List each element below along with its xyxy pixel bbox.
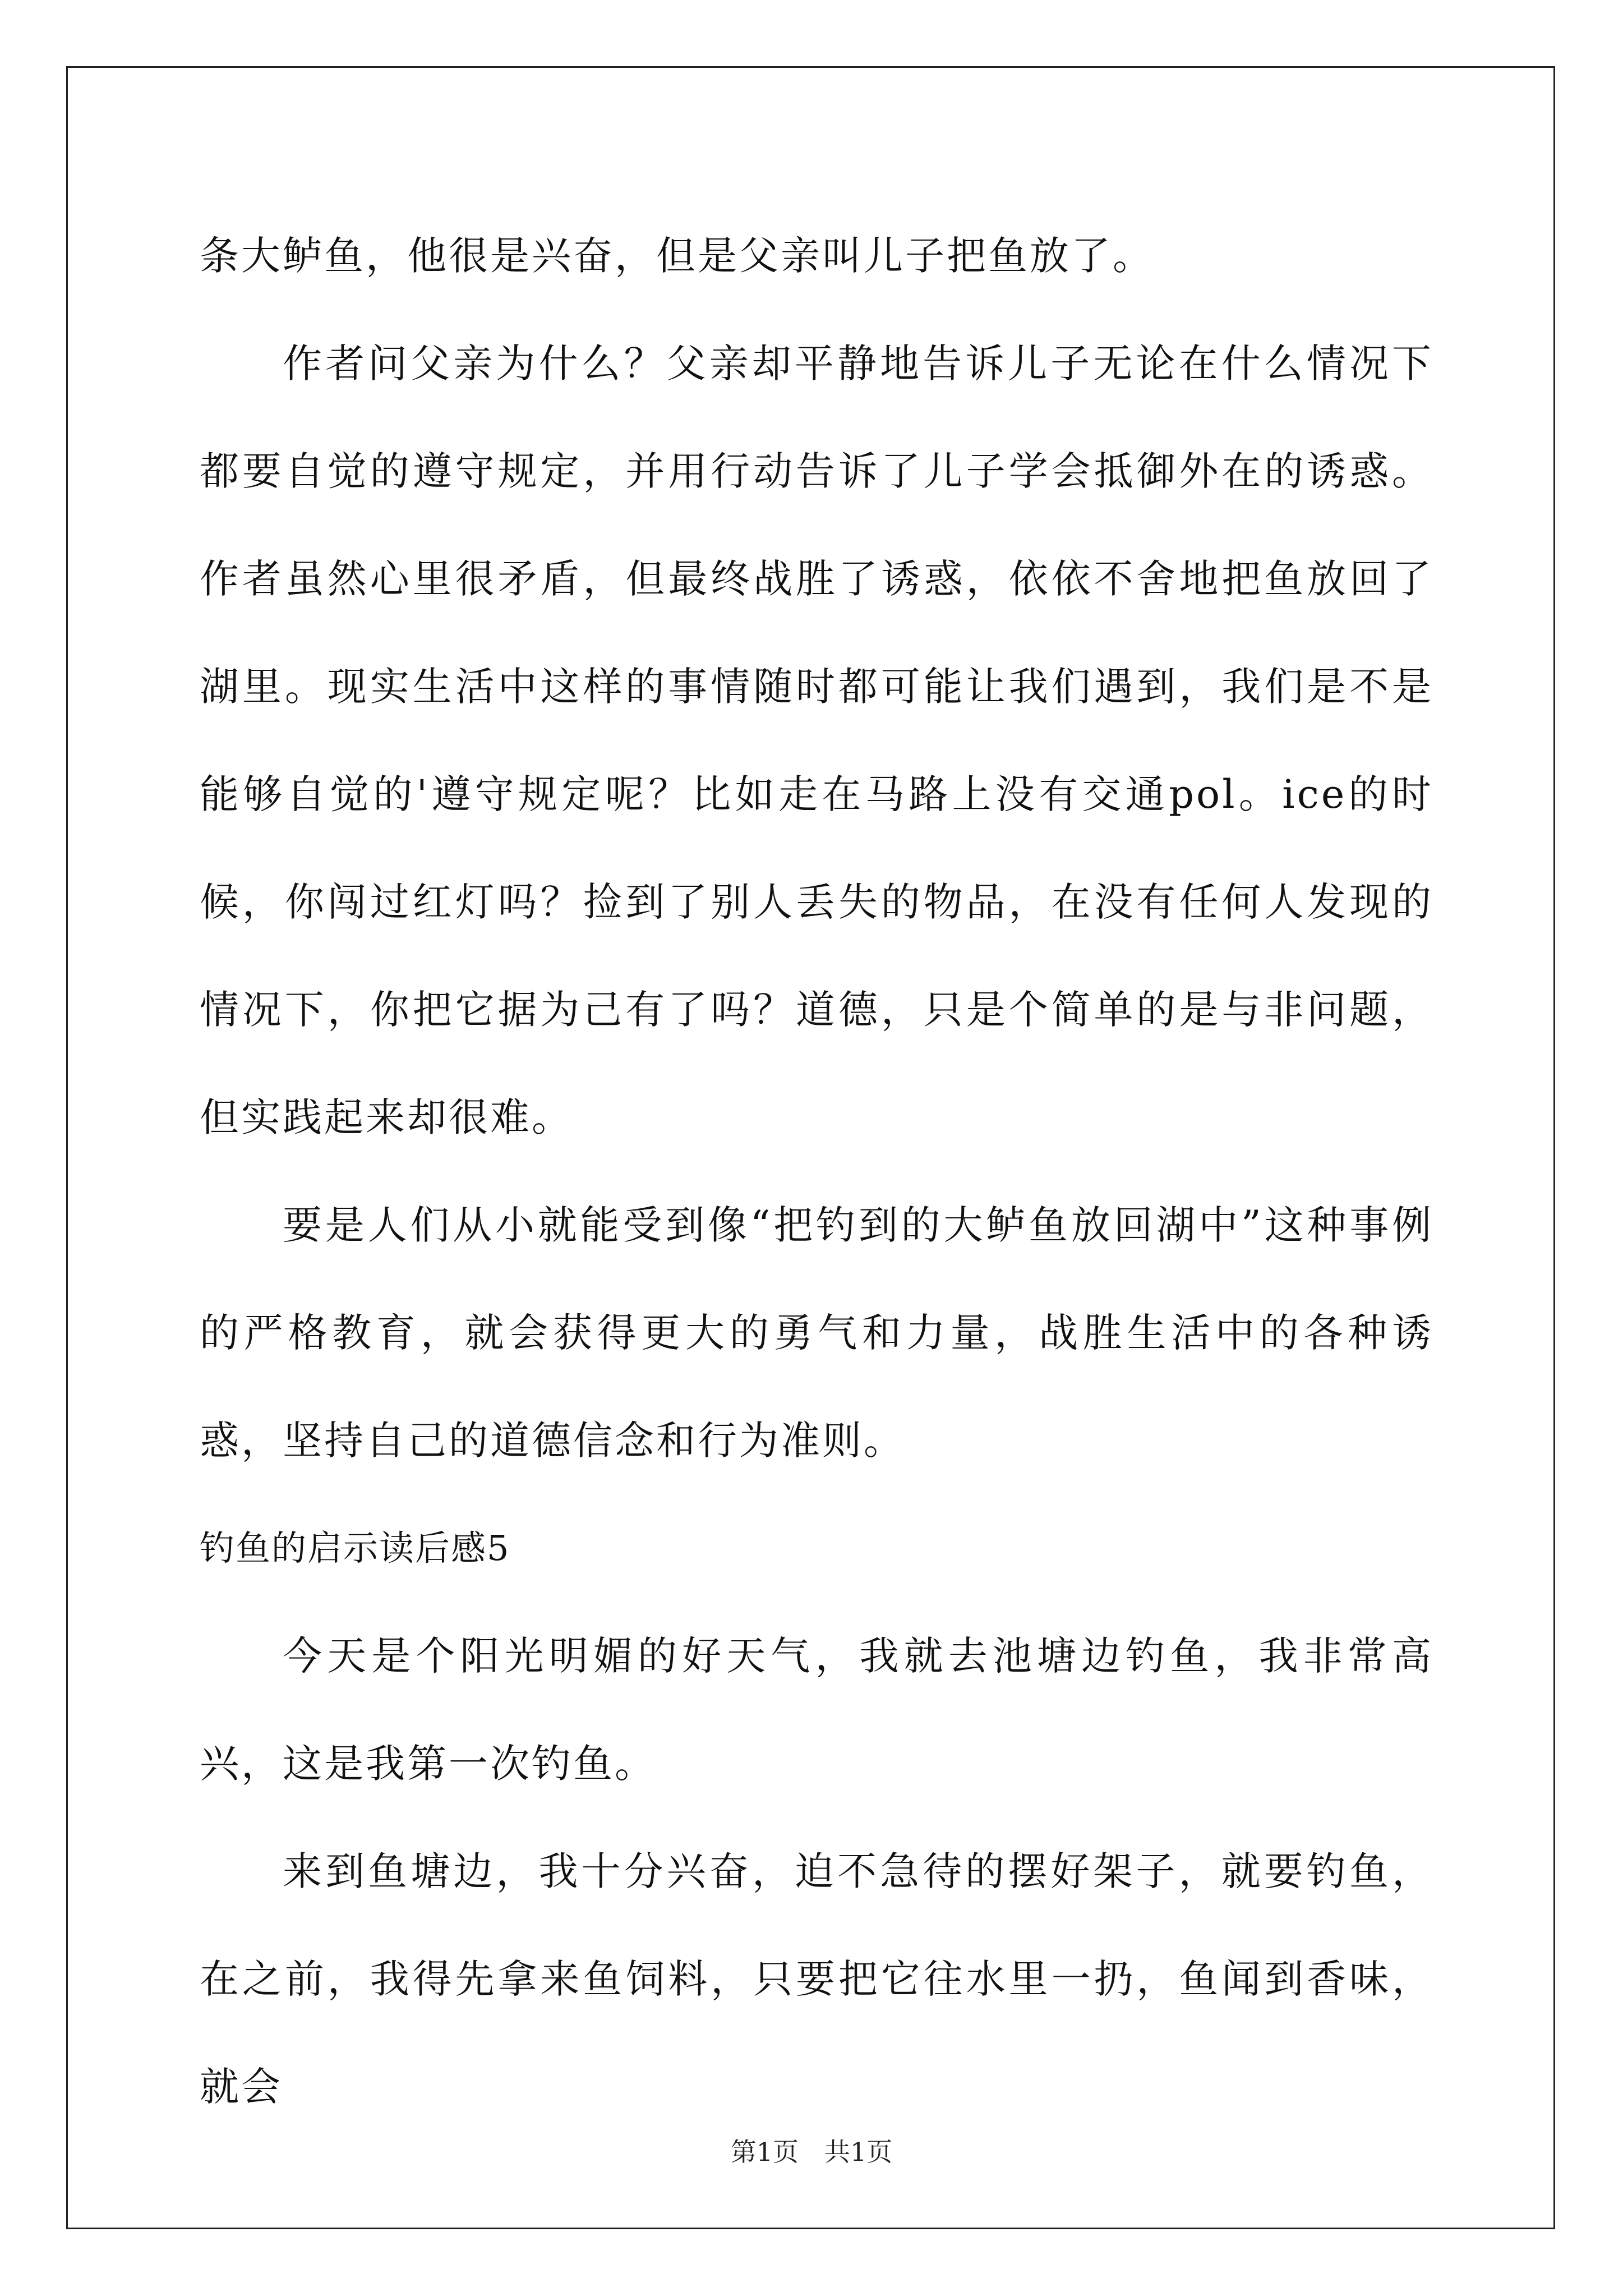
paragraph-1: 条大鲈鱼，他很是兴奋，但是父亲叫儿子把鱼放了。: [200, 233, 1154, 279]
paragraph-4: 今天是个阳光明媚的好天气，我就去池塘边钓鱼，我非常高兴，这是我第一次钓鱼。: [200, 1633, 1433, 1787]
paragraph-2: 作者问父亲为什么？父亲却平静地告诉儿子无论在什么情况下都要自觉的遵守规定，并用行动告诉了儿子学会抵御外在的诱惑。作者虽然心里很矛盾，但最终战胜了诱惑，依依不舍地把鱼放回了湖里。现实生活中这样的事情随时都可能让我们遇到，我们是不是能够自觉的'遵守规定呢？比如走在马路上没有交通pol。ice的时候，你闯过红灯吗？捡到了别人丢失的物品，在没有任何人发现的情况下，你把它据为己有了吗？道德，只是个简单的是与非问题，但实践起来却很难。: [200, 341, 1433, 1140]
paragraph-3: 要是人们从小就能受到像“把钓到的大鲈鱼放回湖中”这种事例的严格教育，就会获得更大的勇气和力量，战胜生活中的各种诱惑，坚持自己的道德信念和行为准则。: [200, 1202, 1433, 1464]
paragraph-5: 来到鱼塘边，我十分兴奋，迫不急待的摆好架子，就要钓鱼，在之前，我得先拿来鱼饲料，只要把它往水里一扔，鱼闻到香味，就会: [200, 1848, 1433, 2110]
page-footer: 第1页 共1页: [730, 2137, 893, 2167]
section-heading: 钓鱼的启示读后感5: [200, 1527, 510, 1568]
document-body: [200, 202, 1433, 2141]
